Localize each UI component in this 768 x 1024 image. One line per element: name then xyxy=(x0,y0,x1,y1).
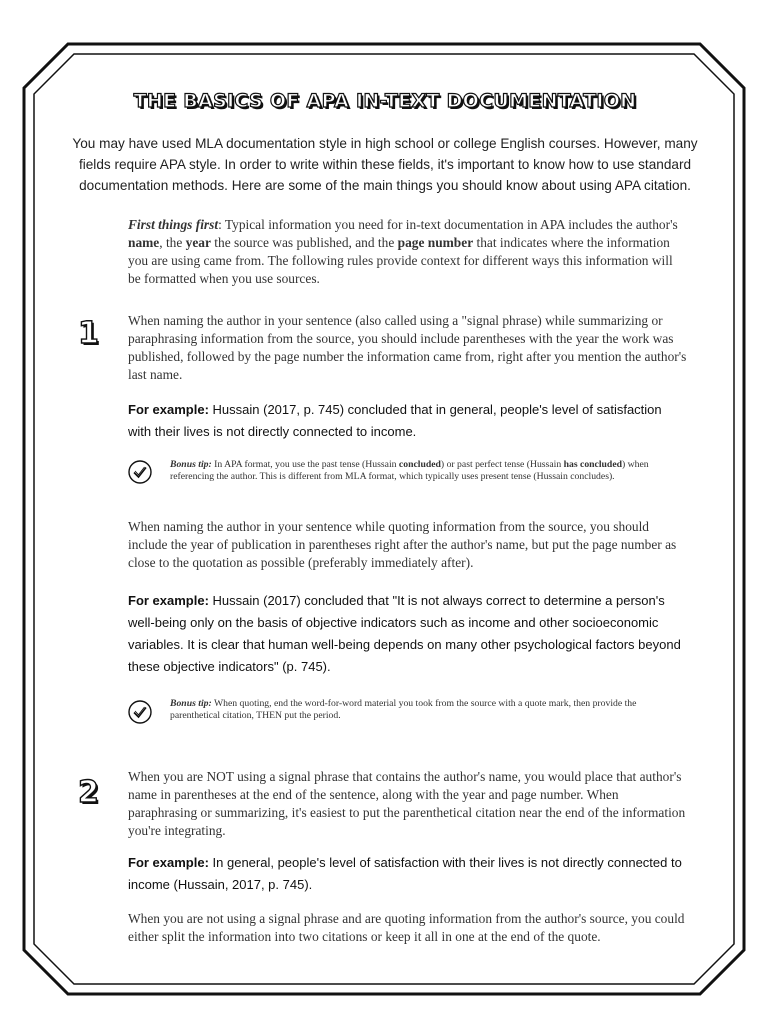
intro-paragraph: You may have used MLA documentation style in high school or college English courses. However, many fields require APA style. In order to write within these fields, it's important to know how to use standard documentation methods. Here are some of the main things you should know about using APA citation. xyxy=(72,136,698,193)
keyword-year: year xyxy=(185,235,211,250)
page-title: THE BASICS OF APA IN-TEXT DOCUMENTATION xyxy=(133,90,637,112)
section-1-quoting-paragraph: When naming the author in your sentence while quoting information from the source, you should include the year of publication in parentheses right after the author's name, but put the page number as close to the quotation as possible (preferably immediately after). xyxy=(128,519,677,570)
first-things-text: that indicates where the information you are using came from. The following rules provide context for different ways this information will be formatted when you use sources. xyxy=(128,235,673,286)
bonus-tip-text: In APA format, you use the past tense (Hussain xyxy=(211,459,399,470)
first-things-lead: First things first xyxy=(128,217,219,232)
bonus-tip-text: ) or past perfect tense (Hussain xyxy=(440,459,564,470)
checkmark-icon xyxy=(127,699,153,725)
first-things-text: , the xyxy=(159,235,186,250)
keyword-page-number: page number xyxy=(397,235,474,250)
bonus-tip-label: Bonus tip: xyxy=(170,459,212,470)
section-1-bonus-tip-2 xyxy=(170,698,645,722)
section-1-number: 1 xyxy=(78,316,99,351)
example-text: In general, people's level of satisfaction with their lives is not directly connected to income (Hussain, 2017, p. 745). xyxy=(128,855,682,892)
example-label: For example: xyxy=(128,593,209,608)
example-text: Hussain (2017) concluded that "It is not always correct to determine a person's well-being only on the basis of objective indicators such as income and other socioeconomic variables. It is clear that human well-being depends on many other psychological factors beyond these objective indicators" (p. 745). xyxy=(128,593,681,674)
bonus-tip-text: ) when referencing the author. This is different from MLA format, which typically uses present tense (Hussain concludes). xyxy=(170,459,649,482)
section-1-example-2 xyxy=(128,590,688,678)
bonus-tip-text: When quoting, end the word-for-word material you took from the source with a quote mark, then provide the parenthetical citation, THEN put the period. xyxy=(170,698,637,721)
section-2-example xyxy=(128,852,688,896)
bonus-tip-label: Bonus tip: xyxy=(170,698,212,709)
section-1-example-1 xyxy=(128,399,688,443)
section-2-paragraph-2: When you are not using a signal phrase and are quoting information from the author's source, you could either split the information into two citations or keep it all in one at the end of the quote. xyxy=(128,911,685,944)
checkmark-icon xyxy=(127,459,153,485)
bonus-tip-bold: concluded xyxy=(398,459,441,470)
keyword-name: name xyxy=(128,235,160,250)
example-label: For example: xyxy=(128,855,209,870)
section-2-paragraph-1: When you are NOT using a signal phrase that contains the author's name, you would place that author's name in parentheses at the end of the sentence, along with the year and page number. When paraphrasing or summarizing, it's easiest to put the parenthetical citation near the end of the information you're integrating. xyxy=(128,769,686,838)
first-things-text: the source was published, and the xyxy=(210,235,398,250)
example-label: For example: xyxy=(128,402,209,417)
section-1-bonus-tip-1 xyxy=(170,459,695,483)
first-things-paragraph xyxy=(128,216,688,288)
first-things-text: : Typical information you need for in-text documentation in APA includes the author's xyxy=(218,217,678,232)
section-2-number: 2 xyxy=(78,775,99,810)
example-text: Hussain (2017, p. 745) concluded that in general, people's level of satisfaction with their lives is not directly connected to income. xyxy=(128,402,662,439)
bonus-tip-bold: has concluded xyxy=(563,459,623,470)
section-1-paraphrase-paragraph: When naming the author in your sentence (also called using a "signal phrase) while summarizing or paraphrasing information from the source, you should include parentheses with the year the work was published, followed by the page number the information came from, right after you mention the author's last name. xyxy=(128,313,687,382)
